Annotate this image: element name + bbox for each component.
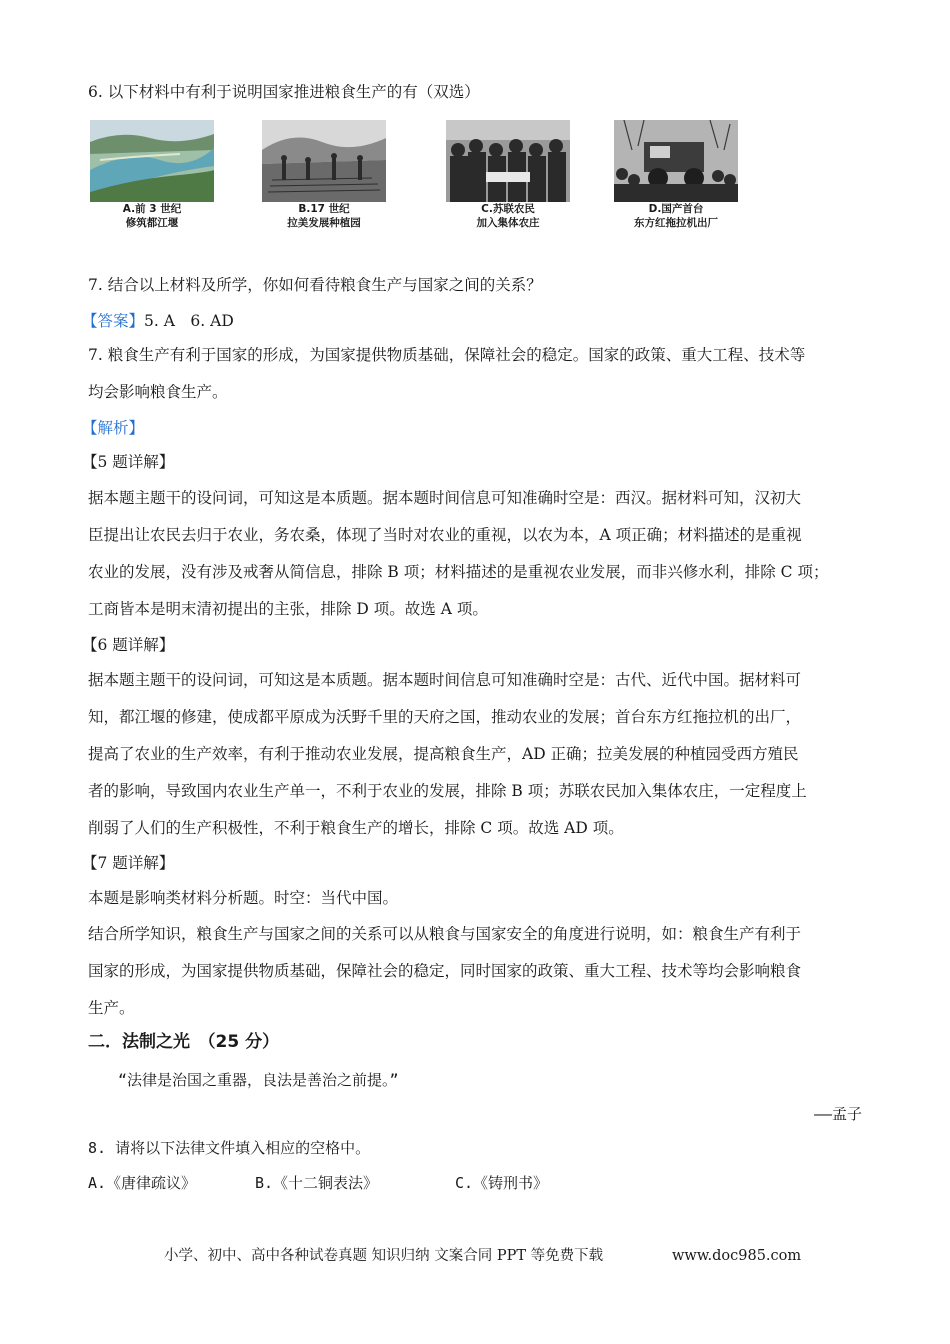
detail-7-line: 结合所学知识，粮食生产与国家之间的关系可以从粮食与国家安全的角度进行说明，如：粮食生产有利于: [88, 925, 802, 943]
answer-line: [82, 311, 234, 331]
river-landscape-photo: [90, 120, 214, 202]
answer-7-line-2: 均会影响粮食生产。: [88, 383, 228, 401]
detail-6-heading: 【6 题详解】: [82, 636, 175, 654]
section-2-heading: 二．法制之光 （25 分）: [88, 1032, 280, 1052]
detail-5-line: 据本题主题干的设问词，可知这是本质题。据本题时间信息可知准确时空是：西汉。据材料可知，汉初大: [88, 489, 802, 507]
figure-a-caption: [90, 202, 214, 230]
detail-7-line: 生产。: [88, 999, 135, 1017]
detail-7-heading: 【7 题详解】: [82, 854, 175, 872]
footer-link[interactable]: www.doc985.com: [672, 1248, 802, 1264]
analysis-tag: 【解析】: [82, 419, 145, 437]
figure-c-caption-line1: C.苏联农民: [481, 203, 535, 215]
quote-author: ——孟子: [813, 1105, 862, 1123]
figure-d-caption: [614, 202, 738, 230]
detail-5-line: 工商皆本是明末清初提出的主张，排除 D 项。故选 A 项。: [88, 600, 488, 618]
figure-b-caption-line2: 拉美发展种植园: [287, 217, 361, 229]
detail-5-line: 臣提出让农民去归于农业，务农桑，体现了当时对农业的重视，以农为本，A 项正确；材料描述的是重视: [88, 526, 802, 544]
figure-b-caption: [262, 202, 386, 230]
figure-b-caption-line1: B.17 世纪: [298, 203, 350, 215]
detail-5-line: 农业的发展，没有涉及戒奢从简信息，排除 B 项；材料描述的是重视农业发展，而非兴修水利，排除 C 项；: [88, 563, 829, 581]
tractor-photo: [614, 120, 738, 202]
option-b: B.《十二铜表法》: [255, 1174, 379, 1192]
plantation-engraving: [262, 120, 386, 202]
detail-6-line: 削弱了人们的生产积极性，不利于粮食生产的增长，排除 C 项。故选 AD 项。: [88, 819, 624, 837]
answer-tag: 【答案】: [82, 312, 145, 330]
question-6: 6. 以下材料中有利于说明国家推进粮食生产的有（双选）: [88, 83, 480, 101]
question-8: 8. 请将以下法律文件填入相应的空格中。: [88, 1139, 371, 1157]
figure-c-caption-line2: 加入集体农庄: [476, 217, 540, 229]
footer-text: 小学、初中、高中各种试卷真题 知识归纳 文案合同 PPT 等免费下载: [164, 1248, 604, 1264]
detail-7-line: 国家的形成，为国家提供物质基础，保障社会的稳定，同时国家的政策、重大工程、技术等均会影响粮食: [88, 962, 802, 980]
detail-6-line: 知，都江堰的修建，使成都平原成为沃野千里的天府之国，推动农业的发展；首台东方红拖拉机的出厂，: [88, 708, 802, 726]
figure-a-caption-line1: A.前 3 世纪: [122, 203, 182, 215]
detail-6-line: 据本题主题干的设问词，可知这是本质题。据本题时间信息可知准确时空是：古代、近代中国。据材料可: [88, 671, 802, 689]
detail-6-line: 者的影响，导致国内农业生产单一，不利于农业的发展，排除 B 项；苏联农民加入集体农庄，一定程度上: [88, 782, 807, 800]
quote-text: “法律是治国之重器，良法是善治之前提。”: [118, 1071, 399, 1089]
answer-7-line-1: 7. 粮食生产有利于国家的形成，为国家提供物质基础，保障社会的稳定。国家的政策、重大工程、技术等: [88, 346, 806, 364]
detail-5-heading: 【5 题详解】: [82, 453, 175, 471]
figure-d-caption-line1: D.国产首台: [648, 203, 704, 215]
answer-text: 5. A 6. AD: [144, 312, 234, 330]
crowd-photo: [446, 120, 570, 202]
figure-d-caption-line2: 东方红拖拉机出厂: [634, 217, 718, 229]
option-a: A.《唐律疏议》: [88, 1174, 197, 1192]
detail-7-line: 本题是影响类材料分析题。时空：当代中国。: [88, 889, 399, 907]
detail-6-line: 提高了农业的生产效率，有利于推动农业发展，提高粮食生产，AD 正确；拉美发展的种植园受西方殖民: [88, 745, 799, 763]
option-c: C.《铸刑书》: [455, 1174, 549, 1192]
question-7: 7. 结合以上材料及所学，你如何看待粮食生产与国家之间的关系？: [88, 276, 542, 294]
figure-c-caption: [446, 202, 570, 230]
figure-a-caption-line2: 修筑都江堰: [125, 217, 179, 229]
